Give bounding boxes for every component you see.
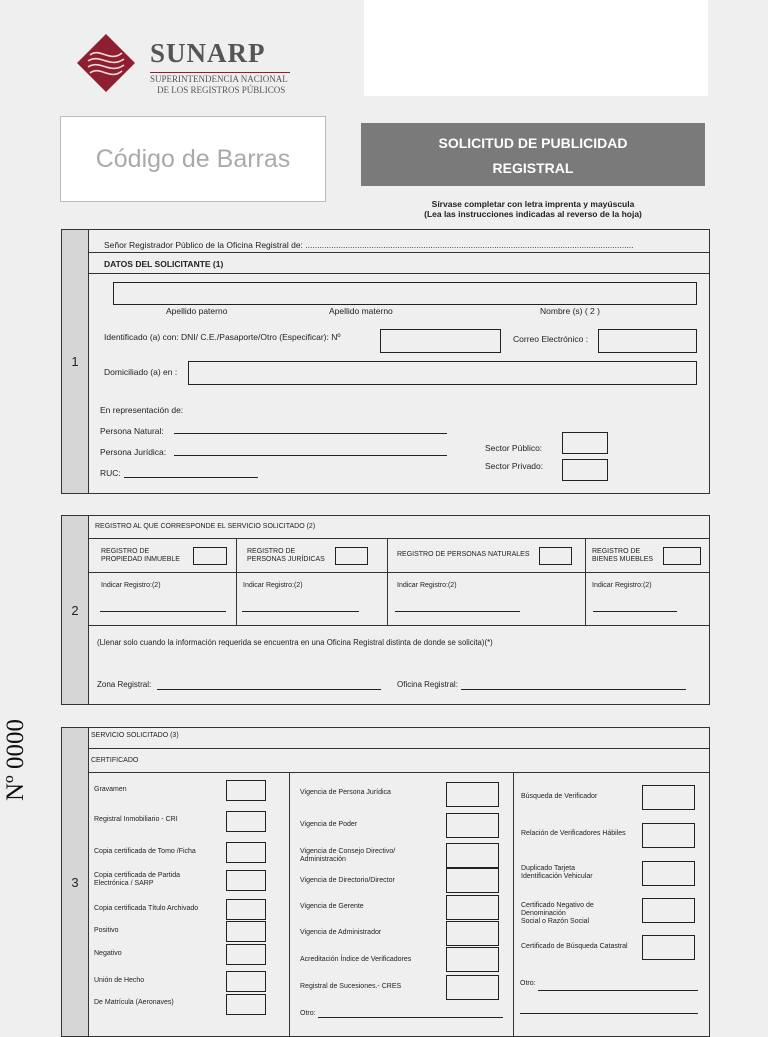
- brand-subtitle-1: SUPERINTENDENCIA NACIONAL: [150, 74, 288, 84]
- certificado-option-label: Copia certificada de Tomo /Ficha: [94, 848, 196, 855]
- logo: [76, 33, 136, 93]
- serial-number: Nº 0000: [2, 718, 29, 801]
- ruc-field[interactable]: [124, 477, 258, 478]
- registro-muebles-label-2: BIENES MUEBLES: [592, 556, 654, 563]
- indicar-registro-label-3: Indicar Registro:(2): [397, 582, 457, 589]
- certificado-option-checkbox[interactable]: [226, 870, 266, 891]
- certificado-option-label: Administración: [300, 856, 346, 863]
- certificado-option-checkbox[interactable]: [226, 899, 266, 920]
- certificado-option-label: Duplicado Tarjeta: [521, 865, 575, 872]
- representacion-label: En representación de:: [100, 405, 184, 415]
- form-title-2: REGISTRAL: [492, 160, 574, 176]
- sector-publico-label: Sector Público:: [485, 443, 543, 453]
- ruc-label: RUC:: [100, 468, 121, 478]
- sector-privado-checkbox[interactable]: [562, 459, 608, 481]
- col2-otro-field[interactable]: [318, 1017, 503, 1018]
- certificado-option-label: Negativo: [94, 950, 122, 957]
- certificado-option-label: Registral de Sucesiones.- CRES: [300, 983, 402, 990]
- certificado-option-label: De Matrícula (Aeronaves): [94, 999, 174, 1006]
- section-2: [61, 515, 710, 705]
- certificado-option-label: Vigencia de Persona Jurídica: [300, 789, 391, 796]
- domiciliado-label: Domiciliado (a) en :: [104, 367, 178, 377]
- oficina-registral-field[interactable]: [461, 689, 686, 690]
- registro-juridicas-checkbox[interactable]: [335, 547, 368, 565]
- brand-rule: [150, 72, 290, 73]
- divider: [236, 538, 237, 625]
- registro-naturales-label: REGISTRO DE PERSONAS NATURALES: [397, 551, 530, 558]
- registro-muebles-label: REGISTRO DE: [592, 548, 641, 555]
- certificado-option-checkbox[interactable]: [642, 823, 695, 848]
- certificado-option-label: Registral Inmobiliario - CRI: [94, 816, 178, 823]
- persona-juridica-label: Persona Jurídica:: [100, 447, 167, 457]
- col3-otro-field[interactable]: [538, 990, 698, 991]
- divider: [387, 538, 388, 625]
- certificado-option-label: Certificado de Búsqueda Catastral: [521, 943, 628, 950]
- certificado-heading: CERTIFICADO: [91, 757, 139, 764]
- certificado-option-label: Identificación Vehicular: [521, 873, 593, 880]
- section-1-number: 1: [62, 230, 89, 493]
- certificado-option-checkbox[interactable]: [226, 971, 266, 992]
- certificado-option-label: Copia certificada Título Archivado: [94, 905, 199, 912]
- certificado-option-label: Electrónica / SARP: [94, 880, 154, 887]
- barcode-placeholder: Código de Barras: [95, 144, 291, 173]
- certificado-option-label: Vigencia de Consejo Directivo/: [300, 848, 396, 855]
- zona-registral-label: Zona Registral:: [97, 680, 152, 689]
- white-panel: [364, 0, 708, 96]
- certificado-option-label: Vigencia de Poder: [300, 821, 358, 828]
- brand-name: SUNARP: [150, 38, 266, 68]
- apellido-paterno-label: Apellido paterno: [166, 306, 228, 316]
- certificado-option-label: Acreditación Índice de Verificadores: [300, 956, 412, 963]
- barcode-box: [60, 116, 326, 202]
- certificado-option-checkbox[interactable]: [226, 921, 266, 942]
- certificado-option-checkbox[interactable]: [226, 944, 266, 965]
- divider: [89, 572, 709, 573]
- certificado-option-checkbox[interactable]: [446, 868, 499, 893]
- datos-solicitante-heading: DATOS DEL SOLICITANTE (1): [104, 259, 224, 269]
- email-field[interactable]: [598, 329, 697, 353]
- full-name-field[interactable]: [113, 282, 697, 305]
- indicar-registro-field-2[interactable]: [242, 611, 359, 612]
- certificado-option-checkbox[interactable]: [642, 861, 695, 886]
- persona-natural-field[interactable]: [174, 433, 447, 434]
- divider: [89, 748, 709, 749]
- certificado-option-label: Social o Razón Social: [521, 918, 590, 925]
- instructions-1: Sírvase completar con letra imprenta y mayúscula: [431, 199, 635, 209]
- certificado-option-checkbox[interactable]: [446, 782, 499, 807]
- indicar-registro-field-4[interactable]: [593, 611, 677, 612]
- certificado-option-checkbox[interactable]: [446, 843, 499, 868]
- address-field[interactable]: [188, 361, 697, 385]
- section-3-number: 3: [62, 728, 89, 1036]
- divider: [89, 252, 709, 253]
- brand-subtitle-2: DE LOS REGISTROS PÚBLICOS: [157, 85, 286, 95]
- correo-label: Correo Electrónico :: [513, 334, 589, 344]
- certificado-option-checkbox[interactable]: [226, 811, 266, 832]
- indicar-registro-field-1[interactable]: [100, 611, 226, 612]
- persona-natural-label: Persona Natural:: [100, 426, 164, 436]
- registro-juridicas-label: REGISTRO DE: [247, 548, 296, 555]
- col3-otro-field-2[interactable]: [520, 1013, 698, 1014]
- indicar-registro-label-1: Indicar Registro:(2): [101, 582, 161, 589]
- apellido-materno-label: Apellido materno: [329, 306, 393, 316]
- certificado-option-label: Denominación: [521, 910, 566, 917]
- divider: [289, 772, 290, 1036]
- divider: [89, 625, 709, 626]
- certificado-option-label: Vigencia de Gerente: [300, 903, 364, 910]
- divider: [89, 538, 709, 539]
- certificado-option-label: Relación de Verificadores Hábiles: [521, 830, 626, 837]
- registro-propiedad-checkbox[interactable]: [193, 547, 227, 565]
- certificado-option-label: Positivo: [94, 927, 119, 934]
- instructions-2: (Lea las instrucciones indicadas al reverso de la hoja): [424, 209, 642, 219]
- certificado-option-checkbox[interactable]: [446, 947, 499, 972]
- certificado-option-checkbox[interactable]: [642, 935, 695, 960]
- certificado-option-checkbox[interactable]: [226, 842, 266, 863]
- indicar-registro-label-4: Indicar Registro:(2): [592, 582, 652, 589]
- sector-publico-checkbox[interactable]: [562, 432, 608, 454]
- certificado-option-label: Certificado Negativo de: [521, 902, 594, 909]
- divider: [585, 538, 586, 625]
- certificado-option-checkbox[interactable]: [446, 813, 499, 838]
- certificado-option-label: Gravamen: [94, 786, 127, 793]
- certificado-option-checkbox[interactable]: [226, 780, 266, 801]
- certificado-option-label: Copia certificada de Partida: [94, 872, 180, 879]
- form-title-box: [361, 123, 705, 186]
- oficina-registral-label: Oficina Registral:: [397, 680, 458, 689]
- document-number-field[interactable]: [380, 329, 501, 353]
- registro-naturales-checkbox[interactable]: [539, 547, 572, 565]
- divider: [513, 772, 514, 1036]
- divider: [89, 273, 709, 274]
- certificado-option-label: Búsqueda de Verificador: [521, 793, 598, 800]
- form-title-1: SOLICITUD DE PUBLICIDAD: [438, 135, 628, 151]
- certificado-option-checkbox[interactable]: [446, 921, 499, 946]
- col3-otro-label: Otro:: [520, 980, 536, 987]
- sector-privado-label: Sector Privado:: [485, 461, 544, 471]
- certificado-option-label: Unión de Hecho: [94, 977, 145, 984]
- section-2-number: 2: [62, 516, 89, 704]
- nombres-label: Nombre (s) ( 2 ): [540, 306, 600, 316]
- col2-otro-label: Otro:: [300, 1010, 316, 1017]
- identificado-label: Identificado (a) con: DNI/ C.E./Pasaporte/Otro (Especificar): Nº: [104, 332, 341, 342]
- indicar-registro-label-2: Indicar Registro:(2): [243, 582, 303, 589]
- persona-juridica-field[interactable]: [174, 455, 447, 456]
- registro-juridicas-label-2: PERSONAS JURÍDICAS: [247, 556, 325, 563]
- certificado-option-checkbox[interactable]: [226, 994, 266, 1015]
- divider: [89, 772, 709, 773]
- registro-propiedad-label: REGISTRO DE: [101, 548, 150, 555]
- certificado-option-label: Vigencia de Administrador: [300, 929, 382, 936]
- certificado-option-checkbox[interactable]: [446, 895, 499, 920]
- zona-registral-field[interactable]: [157, 689, 381, 690]
- registro-header: REGISTRO AL QUE CORRESPONDE EL SERVICIO SOLICITADO (2): [95, 523, 316, 530]
- sunarp-logo-icon: [76, 33, 136, 93]
- certificado-option-checkbox[interactable]: [446, 975, 499, 1000]
- certificado-option-checkbox[interactable]: [642, 898, 695, 923]
- indicar-registro-field-3[interactable]: [395, 611, 520, 612]
- registro-propiedad-label-2: PROPIEDAD INMUEBLE: [101, 556, 180, 563]
- registro-muebles-checkbox[interactable]: [663, 547, 701, 565]
- servicio-header: SERVICIO SOLICITADO (3): [91, 732, 179, 739]
- certificado-option-checkbox[interactable]: [642, 785, 695, 810]
- oficina-note: (Llenar solo cuando la información requerida se encuentra en una Oficina Registral distinta de donde se solicita)(*): [97, 638, 493, 647]
- registrar-line: Señor Registrador Público de la Oficina Registral de: ...........................................................................................................................................: [104, 240, 634, 250]
- certificado-option-label: Vigencia de Directorio/Director: [300, 877, 395, 884]
